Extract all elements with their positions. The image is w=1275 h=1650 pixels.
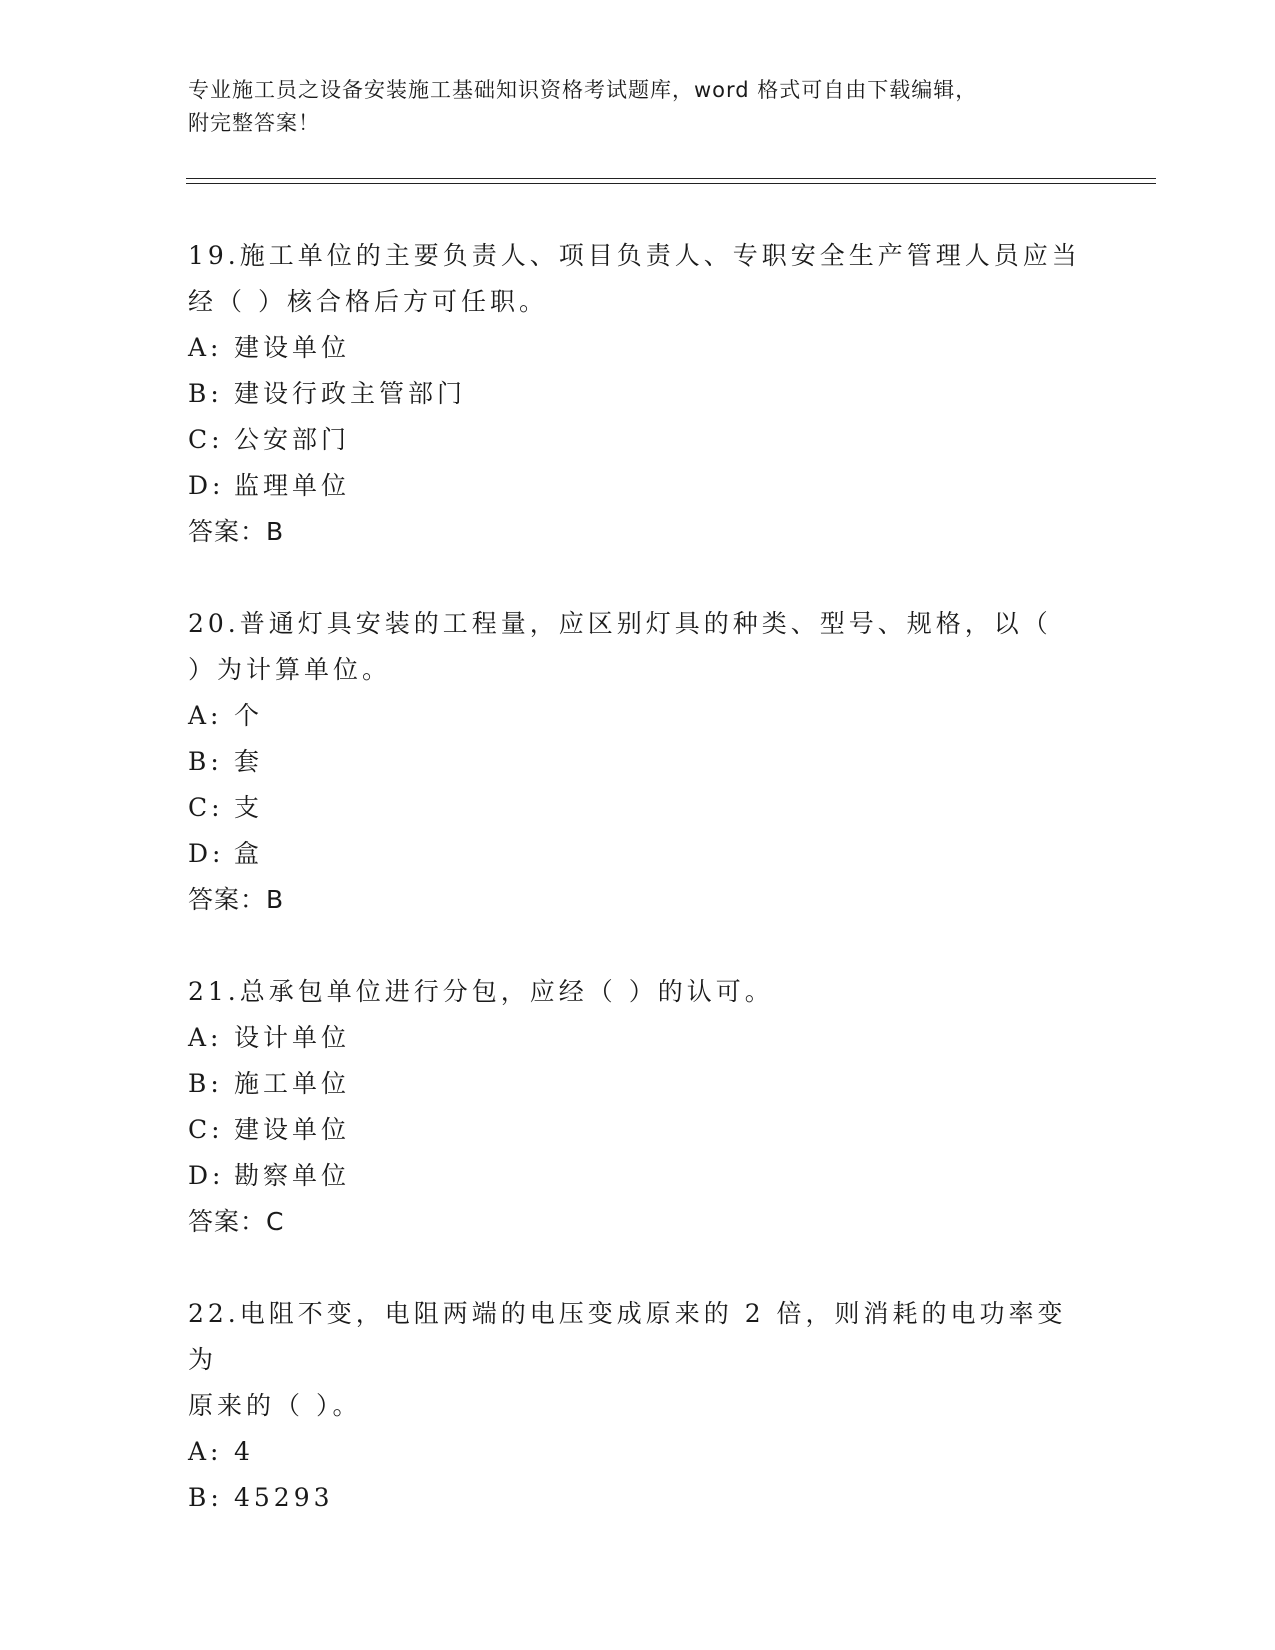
option-text: 监理单位 bbox=[234, 471, 351, 500]
option-a bbox=[188, 325, 1088, 371]
question-stem: 21.总承包单位进行分包，应经（ ）的认可。 bbox=[188, 977, 774, 1006]
option-key: C: bbox=[188, 425, 224, 454]
option-a bbox=[188, 693, 1088, 739]
option-b bbox=[188, 371, 1088, 417]
option-c bbox=[188, 417, 1088, 463]
header-divider-bottom bbox=[186, 183, 1156, 184]
answer-line: 答案：B bbox=[188, 517, 285, 546]
option-d bbox=[188, 463, 1088, 509]
option-text: 套 bbox=[234, 747, 264, 776]
document-header bbox=[188, 74, 1088, 140]
answer-line: 答案：C bbox=[188, 1207, 285, 1236]
option-text: 建设行政主管部门 bbox=[234, 379, 467, 408]
option-key: B: bbox=[188, 1483, 223, 1512]
answer-line: 答案：B bbox=[188, 885, 285, 914]
option-text: 公安部门 bbox=[234, 425, 351, 454]
question-stem: 19.施工单位的主要负责人、项目负责人、专职安全生产管理人员应当 经（ ）核合格后方可任职。 bbox=[188, 241, 1081, 316]
option-key: D: bbox=[188, 839, 225, 868]
option-b bbox=[188, 739, 1088, 785]
option-text: 支 bbox=[234, 793, 264, 822]
option-a bbox=[188, 1429, 1088, 1475]
option-key: C: bbox=[188, 1115, 224, 1144]
question-stem: 22.电阻不变，电阻两端的电压变成原来的 2 倍，则消耗的电功率变为 原来的（ ）。 bbox=[188, 1299, 1067, 1420]
option-text: 个 bbox=[234, 701, 264, 730]
option-key: D: bbox=[188, 471, 225, 500]
header-line-2: 附完整答案！ bbox=[188, 111, 320, 135]
option-b bbox=[188, 1475, 1088, 1521]
header-divider-top bbox=[186, 178, 1156, 179]
question-20 bbox=[188, 601, 1088, 923]
option-key: A: bbox=[188, 1023, 223, 1052]
option-text: 勘察单位 bbox=[234, 1161, 351, 1190]
option-c bbox=[188, 1107, 1088, 1153]
option-text: 施工单位 bbox=[234, 1069, 351, 1098]
option-text: 建设单位 bbox=[234, 1115, 351, 1144]
question-22 bbox=[188, 1291, 1088, 1521]
option-text: 盒 bbox=[234, 839, 264, 868]
question-19 bbox=[188, 233, 1088, 555]
option-text: 设计单位 bbox=[234, 1023, 351, 1052]
option-a bbox=[188, 1015, 1088, 1061]
option-text: 45293 bbox=[234, 1483, 334, 1512]
option-b bbox=[188, 1061, 1088, 1107]
option-key: B: bbox=[188, 379, 223, 408]
option-key: C: bbox=[188, 793, 224, 822]
option-text: 4 bbox=[234, 1437, 254, 1466]
header-line-1: 专业施工员之设备安装施工基础知识资格考试题库，word 格式可自由下载编辑， bbox=[188, 78, 978, 102]
question-21 bbox=[188, 969, 1088, 1245]
question-stem: 20.普通灯具安装的工程量，应区别灯具的种类、型号、规格，以（ ）为计算单位。 bbox=[188, 609, 1052, 684]
option-d bbox=[188, 831, 1088, 877]
option-key: A: bbox=[188, 1437, 223, 1466]
option-text: 建设单位 bbox=[234, 333, 351, 362]
option-c bbox=[188, 785, 1088, 831]
option-d bbox=[188, 1153, 1088, 1199]
option-key: B: bbox=[188, 747, 223, 776]
option-key: D: bbox=[188, 1161, 225, 1190]
question-list bbox=[188, 233, 1088, 1567]
option-key: B: bbox=[188, 1069, 223, 1098]
option-key: A: bbox=[188, 701, 223, 730]
option-key: A: bbox=[188, 333, 223, 362]
